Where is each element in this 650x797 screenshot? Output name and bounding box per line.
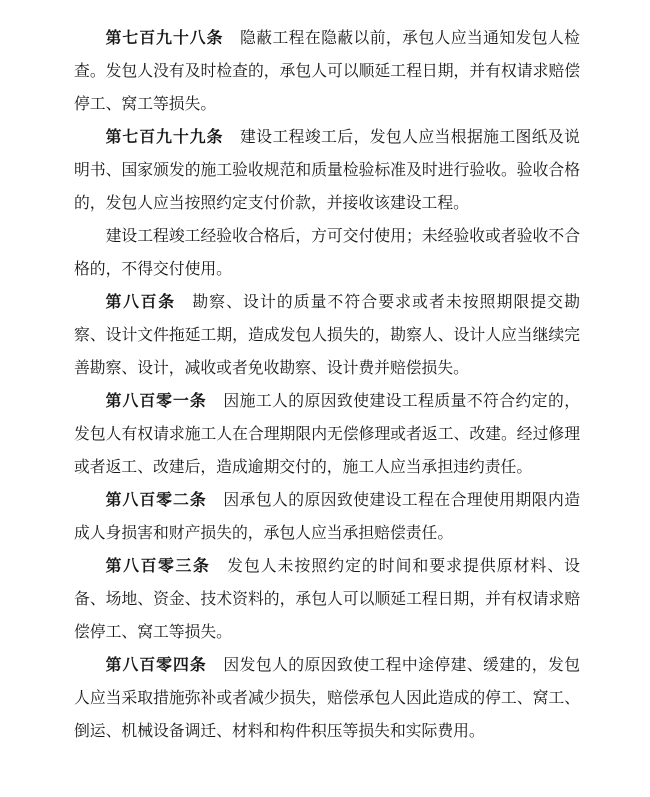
article-number: 第七百九十九条 — [105, 127, 224, 146]
article-paragraph — [74, 285, 580, 384]
article-number: 第八百零四条 — [105, 655, 207, 674]
article-paragraph — [74, 21, 580, 120]
article-paragraph — [74, 549, 580, 648]
article-paragraph — [74, 384, 580, 483]
article-number: 第八百零一条 — [105, 391, 207, 410]
article-paragraph — [74, 648, 580, 747]
document-body — [74, 21, 580, 747]
article-number: 第八百条 — [105, 292, 176, 311]
article-text: 建设工程竣工经验收合格后，方可交付使用；未经验收或者验收不合格的，不得交付使用。 — [74, 226, 580, 278]
article-text: 因施工人的原因致使建设工程质量不符合约定的，发包人有权请求施工人在合理期限内无偿修理或者返工、改建。经过修理或者返工、改建后，造成逾期交付的，施工人应当承担违约责任。 — [74, 391, 580, 476]
article-text: 勘察、设计的质量不符合要求或者未按照期限提交勘察、设计文件拖延工期，造成发包人损失的，勘察人、设计人应当继续完善勘察、设计，减收或者免收勘察、设计费并赔偿损失。 — [74, 292, 580, 377]
article-number: 第八百零二条 — [105, 490, 207, 509]
article-number: 第八百零三条 — [105, 556, 211, 575]
article-text: 发包人未按照约定的时间和要求提供原材料、设备、场地、资金、技术资料的，承包人可以顺延工程日期，并有权请求赔偿停工、窝工等损失。 — [74, 556, 580, 641]
article-paragraph — [74, 219, 580, 285]
article-text: 因发包人的原因致使工程中途停建、缓建的，发包人应当采取措施弥补或者减少损失，赔偿承包人因此造成的停工、窝工、倒运、机械设备调迁、材料和构件积压等损失和实际费用。 — [74, 655, 580, 740]
article-number: 第七百九十八条 — [105, 28, 224, 47]
article-text: 建设工程竣工后，发包人应当根据施工图纸及说明书、国家颁发的施工验收规范和质量检验标准及时进行验收。验收合格的，发包人应当按照约定支付价款，并接收该建设工程。 — [74, 127, 580, 212]
article-text: 隐蔽工程在隐蔽以前，承包人应当通知发包人检查。发包人没有及时检查的，承包人可以顺延工程日期，并有权请求赔偿停工、窝工等损失。 — [74, 28, 580, 113]
article-text: 因承包人的原因致使建设工程在合理使用期限内造成人身损害和财产损失的，承包人应当承担赔偿责任。 — [74, 490, 580, 542]
article-paragraph — [74, 120, 580, 219]
article-paragraph — [74, 483, 580, 549]
